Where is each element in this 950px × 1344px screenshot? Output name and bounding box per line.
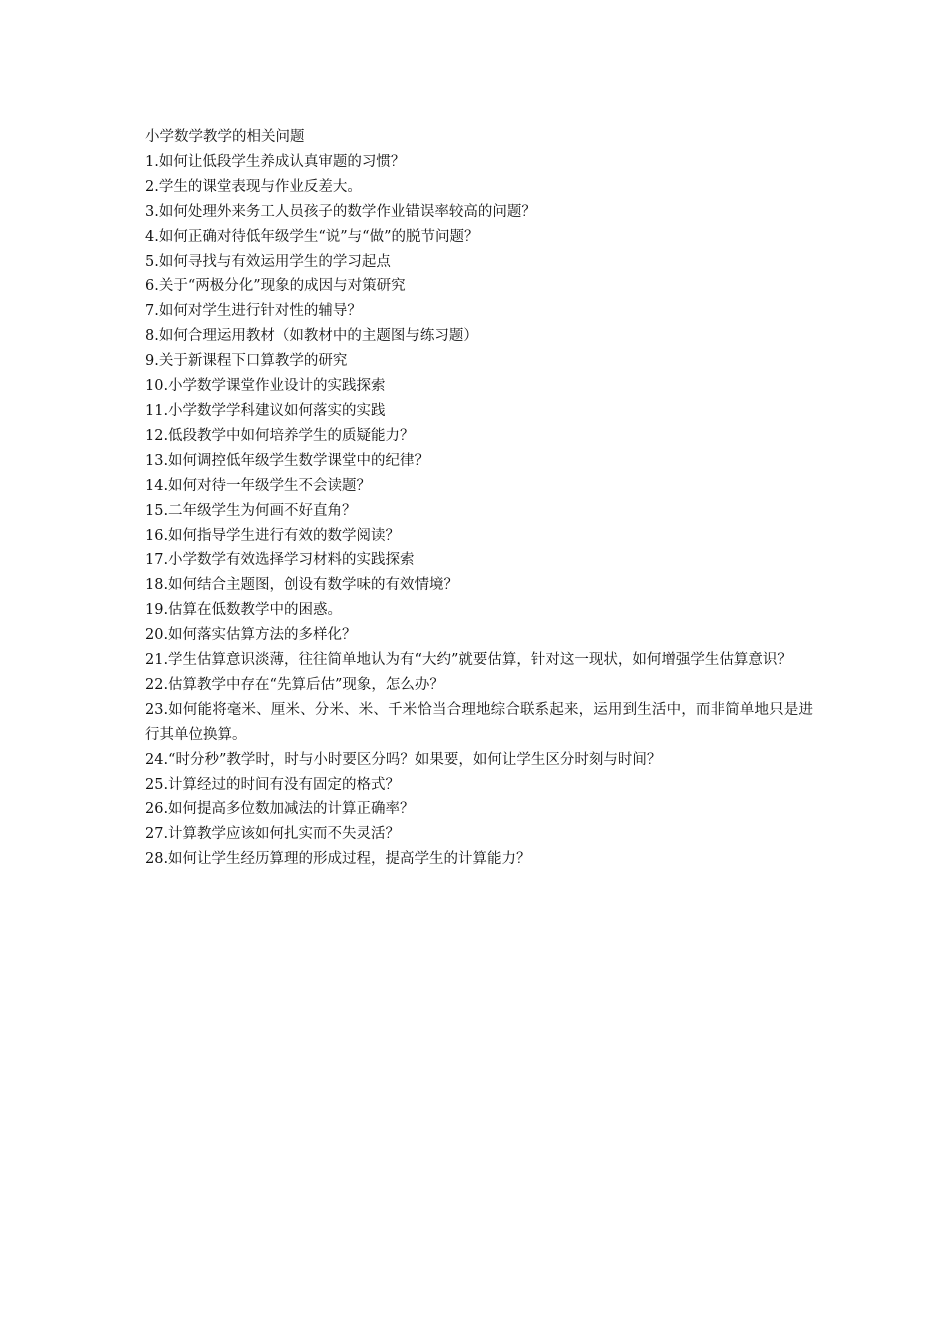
question-item: 11.小学数学学科建议如何落实的实践 xyxy=(145,402,386,419)
question-item: 5.如何寻找与有效运用学生的学习起点 xyxy=(145,253,391,270)
question-item: 8.如何合理运用教材（如教材中的主题图与练习题） xyxy=(145,328,478,345)
document-body xyxy=(145,125,813,872)
question-item: 18.如何结合主题图，创设有数学味的有效情境？ xyxy=(145,577,459,594)
question-item: 6.关于“两极分化”现象的成因与对策研究 xyxy=(145,278,406,295)
question-item: 22.估算教学中存在“先算后估”现象，怎么办？ xyxy=(145,676,444,693)
question-item: 28.如何让学生经历算理的形成过程，提高学生的计算能力？ xyxy=(145,851,531,868)
question-item: 16.如何指导学生进行有效的数学阅读？ xyxy=(145,527,401,544)
question-item: 21.学生估算意识淡薄，往往简单地认为有“大约”就要估算，针对这一现状，如何增强学生估算意识？ xyxy=(145,652,792,669)
question-item: 10.小学数学课堂作业设计的实践探索 xyxy=(145,378,386,395)
question-item: 13.如何调控低年级学生数学课堂中的纪律？ xyxy=(145,452,430,469)
question-item: 20.如何落实估算方法的多样化？ xyxy=(145,627,357,644)
question-item: 12.低段教学中如何培养学生的质疑能力？ xyxy=(145,427,415,444)
question-list xyxy=(145,150,813,872)
question-item: 26.如何提高多位数加减法的计算正确率？ xyxy=(145,801,415,818)
question-item: 9.关于新课程下口算教学的研究 xyxy=(145,353,348,370)
document-title: 小学数学教学的相关问题 xyxy=(145,129,305,145)
question-item: 24.“时分秒”教学时，时与小时要区分吗？如果要，如何让学生区分时刻与时间？ xyxy=(145,751,662,768)
question-item: 7.如何对学生进行针对性的辅导？ xyxy=(145,303,362,320)
question-item: 3.如何处理外来务工人员孩子的数学作业错误率较高的问题？ xyxy=(145,203,536,220)
question-item: 2.学生的课堂表现与作业反差大。 xyxy=(145,178,362,195)
question-item: 27.计算教学应该如何扎实而不失灵活？ xyxy=(145,826,401,843)
question-item: 23.如何能将毫米、厘米、分米、米、千米恰当合理地综合联系起来，运用到生活中，而非简单地只是进行其单位换算。 xyxy=(145,701,813,743)
question-item: 14.如何对待一年级学生不会读题？ xyxy=(145,477,372,494)
question-item: 17.小学数学有效选择学习材料的实践探索 xyxy=(145,552,415,569)
question-item: 15.二年级学生为何画不好直角？ xyxy=(145,502,357,519)
question-item: 19.估算在低数教学中的困惑。 xyxy=(145,602,343,619)
question-item: 1.如何让低段学生养成认真审题的习惯？ xyxy=(145,153,406,170)
question-item: 25.计算经过的时间有没有固定的格式？ xyxy=(145,776,401,793)
question-item: 4.如何正确对待低年级学生“说”与“做”的脱节问题？ xyxy=(145,228,479,245)
